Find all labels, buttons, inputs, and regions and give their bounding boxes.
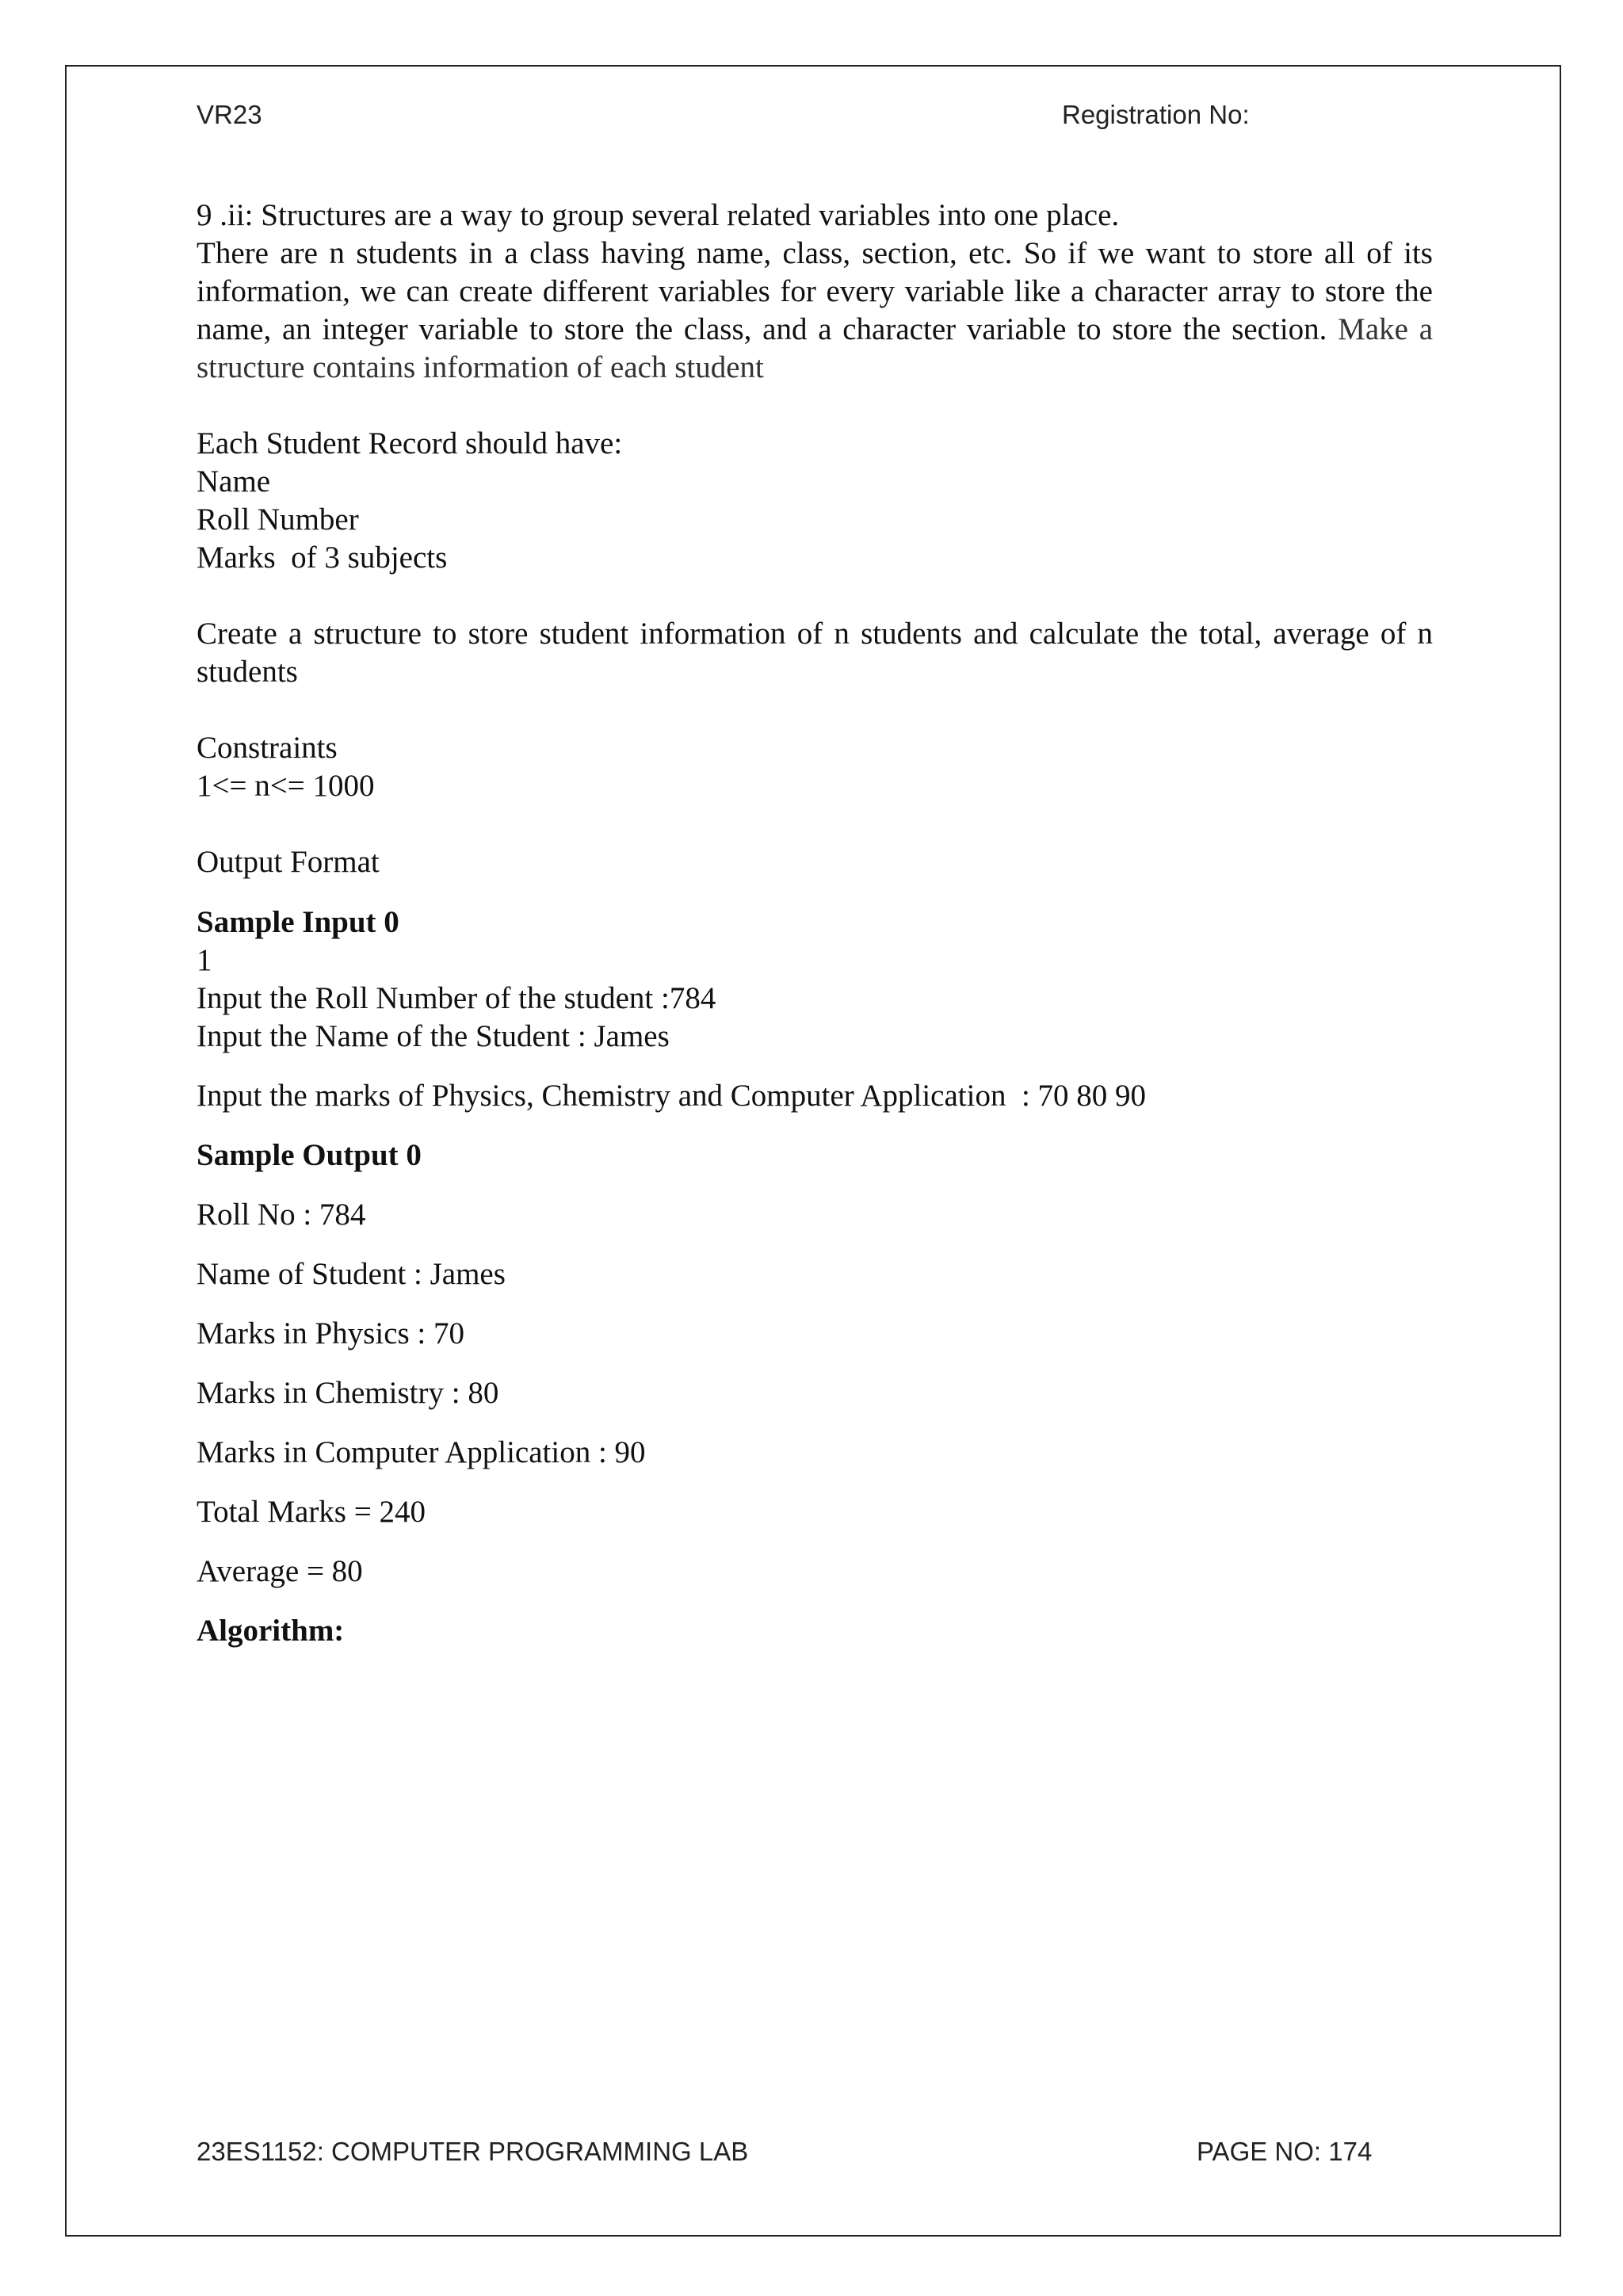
sample-output-line: Total Marks = 240 <box>197 1495 426 1529</box>
problem-title: 9 .ii: Structures are a way to group several related variables into one place. <box>197 198 1120 232</box>
record-heading: Each Student Record should have: <box>197 426 623 460</box>
footer-page-number: PAGE NO: 174 <box>1197 2137 1373 2166</box>
record-field-marks: Marks of 3 subjects <box>197 541 448 575</box>
sample-output-line: Marks in Computer Application : 90 <box>197 1435 646 1469</box>
sample-output-line: Roll No : 784 <box>197 1198 366 1232</box>
record-field-name: Name <box>197 464 271 499</box>
sample-input-line: 1 <box>197 943 212 977</box>
problem-description-tail: Make a structure contains information of each student <box>197 312 1434 384</box>
constraints-heading: Constraints <box>197 731 338 765</box>
record-field-roll: Roll Number <box>197 502 359 537</box>
sample-output-line: Average = 80 <box>197 1554 363 1588</box>
sample-input-heading: Sample Input 0 <box>197 905 399 939</box>
sample-output-line: Marks in Chemistry : 80 <box>197 1376 499 1410</box>
header-code: VR23 <box>197 100 262 129</box>
output-format-heading: Output Format <box>197 845 380 879</box>
sample-output-heading: Sample Output 0 <box>197 1138 422 1172</box>
sample-output-line: Marks in Physics : 70 <box>197 1316 465 1350</box>
constraints-value: 1<= n<= 1000 <box>197 769 375 803</box>
algorithm-heading: Algorithm: <box>197 1614 345 1648</box>
problem-description-main: There are n students in a class having name, class, section, etc. So if we want to store all of its information, we can create different variables for every variable like a character array to store the name, an integer variable to store the class, and a character variable to store the section. <box>197 236 1433 346</box>
sample-input-marks: Input the marks of Physics, Chemistry and Computer Application : 70 80 90 <box>197 1079 1147 1113</box>
footer-course: 23ES1152: COMPUTER PROGRAMMING LAB <box>197 2137 749 2166</box>
task-statement: Create a structure to store student information of n students and calculate the total, average of n students <box>197 617 1433 689</box>
document-body <box>197 197 1433 1650</box>
registration-label: Registration No: <box>1062 100 1250 129</box>
sample-input-line: Input the Roll Number of the student :784 <box>197 981 716 1015</box>
sample-input-line: Input the Name of the Student : James <box>197 1019 670 1053</box>
problem-description <box>197 235 1433 387</box>
sample-output-line: Name of Student : James <box>197 1257 506 1291</box>
